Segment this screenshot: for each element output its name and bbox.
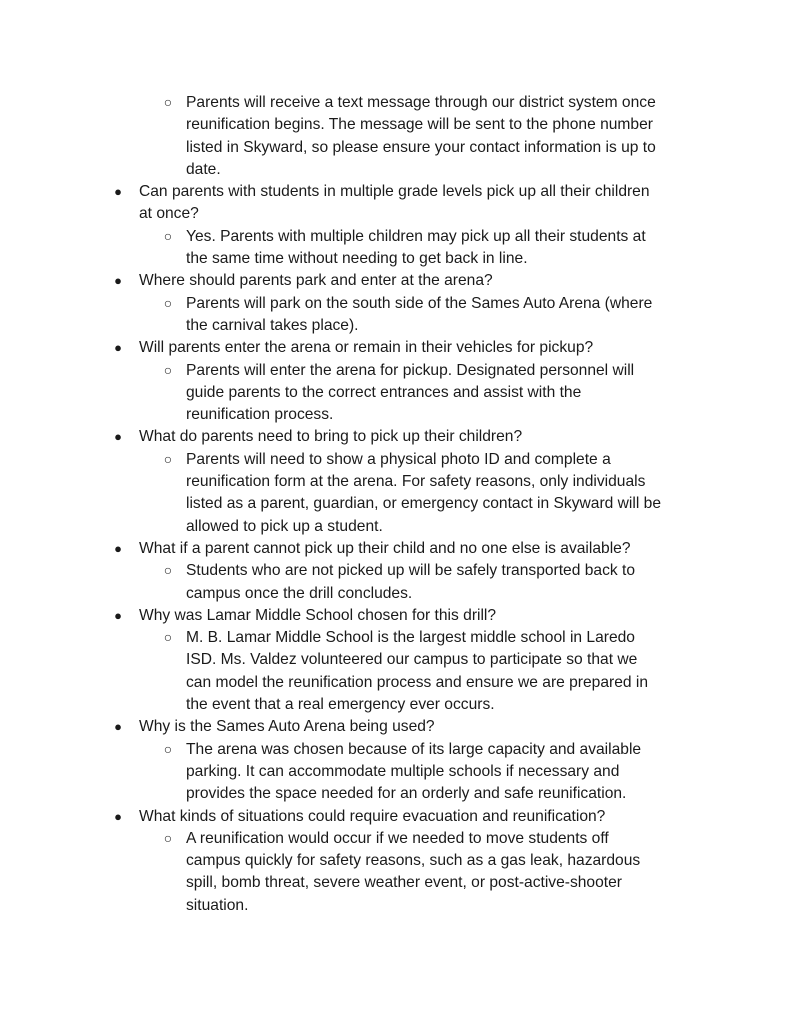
answer-line: Parents will receive a text message through our district system once: [186, 94, 656, 111]
faq-item: [0, 270, 791, 337]
answer-line: reunification begins. The message will be sent to the phone number: [186, 116, 653, 134]
disc-bullet-icon: ●: [114, 273, 122, 289]
faq-item: [0, 181, 791, 270]
answer-line: listed as a parent, guardian, or emergency contact in Skyward will be: [186, 495, 661, 513]
circle-bullet-icon: ○: [163, 562, 173, 579]
circle-bullet-icon: ○: [163, 829, 173, 846]
faq-item: [0, 337, 791, 426]
faq-item: [0, 605, 791, 716]
faq-item: [0, 716, 791, 805]
answer-line: The arena was chosen because of its large capacity and available: [186, 740, 642, 758]
answer-line: Parents will need to show a physical photo ID and complete a: [186, 450, 611, 468]
question-line: Why was Lamar Middle School chosen for this drill?: [139, 606, 497, 624]
disc-bullet-icon: ●: [114, 184, 122, 200]
answer-line: ISD. Ms. Valdez volunteered our campus to participate so that we: [186, 651, 638, 669]
circle-bullet-icon: ○: [163, 450, 173, 467]
answer-line: guide parents to the correct entrances and assist with the: [186, 383, 582, 401]
circle-bullet-icon: ○: [163, 629, 173, 646]
answer-line: M. B. Lamar Middle School is the largest middle school in Laredo: [186, 629, 635, 647]
circle-bullet-icon: ○: [163, 94, 173, 110]
circle-bullet-icon: ○: [163, 361, 173, 378]
faq-item: [0, 426, 791, 537]
faq-item: [0, 538, 791, 605]
circle-bullet-icon: ○: [163, 227, 173, 244]
answer-line: the event that a real emergency ever occurs.: [186, 696, 495, 714]
question-line: Where should parents park and enter at the arena?: [139, 272, 493, 290]
circle-bullet-icon: ○: [163, 740, 173, 757]
question-line: What if a parent cannot pick up their child and no one else is available?: [139, 539, 631, 557]
question-line: at once?: [139, 205, 199, 223]
answer-line: Parents will enter the arena for pickup. Designated personnel will: [186, 361, 635, 379]
answer-line: campus once the drill concludes.: [186, 584, 413, 602]
answer-line: parking. It can accommodate multiple schools if necessary and: [186, 762, 620, 780]
answer-line: Students who are not picked up will be safely transported back to: [186, 562, 636, 580]
disc-bullet-icon: ●: [114, 340, 122, 356]
disc-bullet-icon: ●: [114, 540, 122, 556]
question-line: Can parents with students in multiple grade levels pick up all their children: [139, 183, 650, 201]
answer-line: reunification form at the arena. For safety reasons, only individuals: [186, 473, 646, 491]
answer-line: Yes. Parents with multiple children may pick up all their students at: [186, 227, 646, 245]
answer-line: date.: [186, 160, 221, 178]
faq-item: [0, 806, 791, 917]
disc-bullet-icon: ●: [114, 607, 122, 623]
answer-line: can model the reunification process and ensure we are prepared in: [186, 673, 649, 691]
question-line: What kinds of situations could require evacuation and reunification?: [139, 807, 606, 825]
faq-answer: [0, 92, 791, 181]
disc-bullet-icon: ●: [114, 808, 122, 824]
answer-line: spill, bomb threat, severe weather event, or post-active-shooter: [186, 874, 622, 892]
circle-bullet-icon: ○: [163, 294, 173, 311]
answer-line: provides the space needed for an orderly and safe reunification.: [186, 785, 627, 803]
answer-line: allowed to pick up a student.: [186, 517, 383, 535]
question-line: What do parents need to bring to pick up their children?: [139, 428, 523, 446]
answer-line: campus quickly for safety reasons, such as a gas leak, hazardous: [186, 852, 641, 870]
answer-line: A reunification would occur if we needed to move students off: [186, 829, 609, 847]
question-line: Why is the Sames Auto Arena being used?: [139, 718, 435, 736]
answer-line: reunification process.: [186, 406, 334, 424]
answer-line: the carnival takes place).: [186, 316, 359, 334]
answer-line: the same time without needing to get back in line.: [186, 250, 528, 268]
disc-bullet-icon: ●: [114, 429, 122, 445]
answer-line: listed in Skyward, so please ensure your contact information is up to: [186, 138, 656, 156]
disc-bullet-icon: ●: [114, 719, 122, 735]
faq-list: [0, 92, 791, 917]
answer-line: Parents will park on the south side of the Sames Auto Arena (where: [186, 294, 653, 312]
question-line: Will parents enter the arena or remain in their vehicles for pickup?: [139, 339, 594, 357]
answer-line: situation.: [186, 896, 249, 914]
